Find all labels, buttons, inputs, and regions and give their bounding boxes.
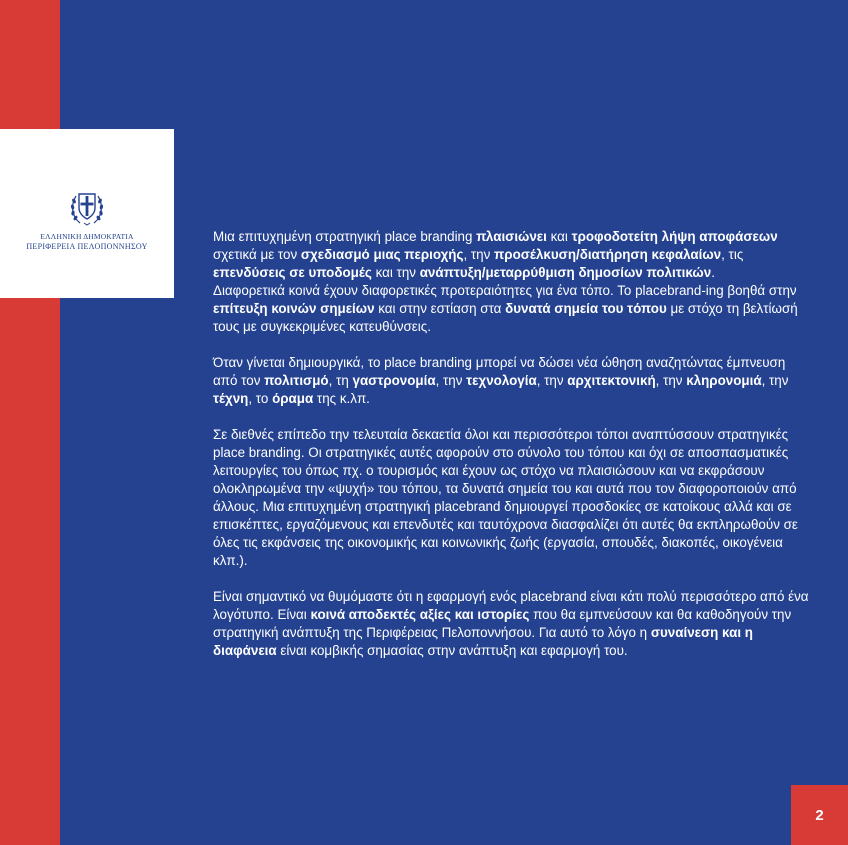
bold-phrase: τροφοδοτείτη λήψη αποφάσεων xyxy=(571,229,778,244)
text-run: και xyxy=(546,229,572,244)
paragraph xyxy=(213,426,813,570)
bold-phrase: γαστρονομία xyxy=(352,373,436,388)
text-run: σχετικά με τον xyxy=(213,247,301,262)
text-run: , την xyxy=(463,247,495,262)
left-accent-strip xyxy=(0,0,60,845)
text-run: και στην εστίαση στα xyxy=(374,301,506,316)
text-run: , την xyxy=(536,373,568,388)
text-run: Όταν γίνεται δημιουργικά, το place branding μπορεί να δώσει νέα ώθηση αναζητώντας έμπνευση από τον xyxy=(213,355,786,388)
bold-phrase: δυνατά σημεία του τόπου xyxy=(505,301,667,316)
bold-phrase: πλαισιώνει xyxy=(476,229,547,244)
paragraph xyxy=(213,588,813,660)
bold-phrase: σχεδιασμό μιας περιοχής xyxy=(300,247,464,262)
text-run: . xyxy=(711,265,715,280)
bold-phrase: όραμα xyxy=(272,391,314,406)
bold-phrase: πολιτισμό xyxy=(264,373,329,388)
org-region-name: ΠΕΡΙΦΕΡΕΙΑ ΠΕΛΟΠΟΝΝΗΣΟΥ xyxy=(26,242,148,251)
bold-phrase: τέχνη xyxy=(213,391,249,406)
bold-phrase: συναίνεση και η διαφάνεια xyxy=(213,625,753,658)
greek-coat-of-arms-icon xyxy=(68,186,106,228)
bold-phrase: προσέλκυση/διατήρηση κεφαλαίων xyxy=(494,247,722,262)
text-run: Σε διεθνές επίπεδο την τελευταία δεκαετία όλοι και περισσότεροι τόποι αναπτύσσουν στρατηγικές place branding. Οι στρατηγικές αυτές αφορούν στο σύνολο του τόπου και όχι σε αποσπασματικές λειτουργίες του όπως πχ. ο τουρισμός και έχουν ως στόχο να πλαισιώσουν και να εκφράσουν ολοκληρωμένα την «ψυχή» του τόπου, τα δυνατά σημεία του και αυτά που τον διαφοροποιούν από άλλους. Μια επιτυχημένη στρατηγική placebrand δημιουργεί προσδοκίες σε κατοίκους αλλά και σε επισκέπτες, εργαζόμενους και επενδυτές και ταυτόχρονα διασφαλίζει ότι αυτές θα εκπληρωθούν σε όλες τις εκφάνσεις της οικονομικής και κοινωνικής ζωής (εργασία, σπουδές, διακοπές, οικογένεια κλπ.). xyxy=(213,427,798,568)
text-run: Είναι σημαντικό να θυμόμαστε ότι η εφαρμογή ενός placebrand είναι κάτι πολύ περισσότερο από ένα λογότυπο. Είναι xyxy=(213,589,809,622)
bold-phrase: επίτευξη κοινών σημείων xyxy=(213,301,375,316)
text-run: και την xyxy=(371,265,420,280)
page-number: 2 xyxy=(791,785,848,845)
text-run: που θα εμπνεύσουν και θα καθοδηγούν την στρατηγική ανάπτυξη της Περιφέρειας Πελοποννήσου. Για αυτό το λόγο η xyxy=(213,607,792,640)
bold-phrase: επενδύσεις σε υποδομές xyxy=(213,265,372,280)
paragraph xyxy=(213,354,813,408)
logo-card xyxy=(0,129,174,298)
text-run: Διαφορετικά κοινά έχουν διαφορετικές προτεραιότητες για ένα τόπο. Το placebrand-ing βοηθά στην xyxy=(213,283,797,298)
text-run: Μια επιτυχημένη στρατηγική place branding xyxy=(213,229,477,244)
text-run: , την xyxy=(761,373,789,388)
text-run: της κ.λπ. xyxy=(313,391,370,406)
text-run: , τη xyxy=(328,373,353,388)
bold-phrase: ανάπτυξη/μεταρρύθμιση δημοσίων πολιτικών xyxy=(419,265,712,280)
text-run: , την xyxy=(655,373,687,388)
text-run: , την xyxy=(435,373,467,388)
bold-phrase: κοινά αποδεκτές αξίες και ιστορίες xyxy=(310,607,530,622)
text-run: με στόχο τη βελτίωσή τους με συγκεκριμένες κατευθύνσεις. xyxy=(213,301,798,334)
bold-phrase: κληρονομιά xyxy=(686,373,762,388)
text-run: , το xyxy=(248,391,273,406)
bold-phrase: τεχνολογία xyxy=(466,373,537,388)
text-run: , τις xyxy=(721,247,744,262)
org-country-name: ΕΛΛΗΝΙΚΗ ΔΗΜΟΚΡΑΤΙΑ xyxy=(40,232,134,241)
text-run: είναι κομβικής σημασίας στην ανάπτυξη και εφαρμογή του. xyxy=(276,643,628,658)
bold-phrase: αρχιτεκτονική xyxy=(567,373,656,388)
body-text xyxy=(213,228,813,678)
paragraph xyxy=(213,228,813,336)
